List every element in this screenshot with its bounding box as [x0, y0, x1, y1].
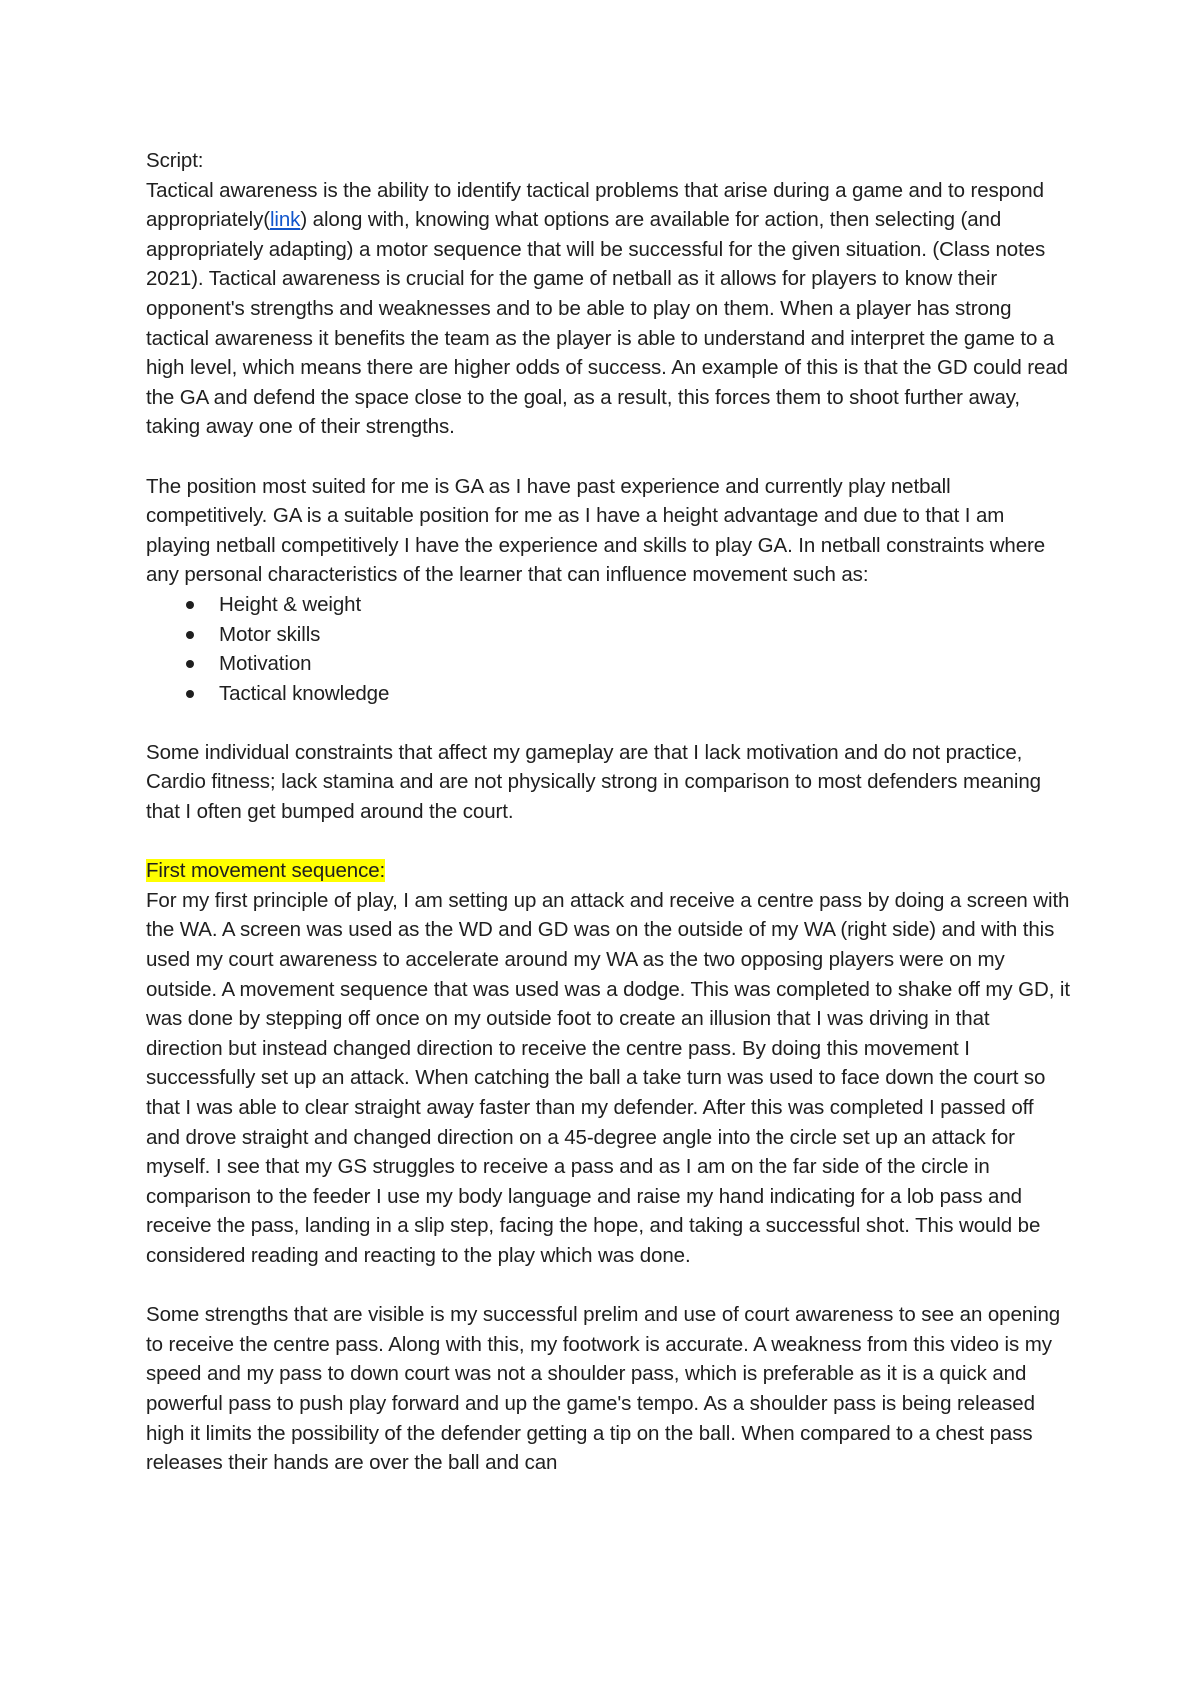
- bullet-icon: [186, 660, 194, 668]
- paragraph-constraints: Some individual constraints that affect my gameplay are that I lack motivation and do not practice, Cardio fitness; lack stamina and are not physically strong in comparison to most defenders meaning that I often get bumped around the court.: [146, 740, 1041, 824]
- paragraph-spacer: [146, 442, 1071, 472]
- bullet-icon: [186, 690, 194, 698]
- highlighted-heading: First movement sequence:: [146, 859, 386, 883]
- list-item: [186, 620, 1071, 650]
- paragraph-spacer: [146, 827, 1071, 857]
- paragraph-text: ) along with, knowing what options are available for action, then selecting (and appropriately adapting) a motor sequence that will be successful for the given situation. (Class notes 2021). Tactical awareness is crucial for the game of netball as it allows for players to know their opponent's strengths and weaknesses and to be able to play on them. When a player has strong tactical awareness it benefits the team as the player is able to understand and interpret the game to a high level, which means there are higher odds of success. An example of this is that the GD could read the GA and defend the space close to the goal, as a result, this forces them to shoot further away, taking away one of their strengths.: [146, 208, 1068, 439]
- paragraph-spacer: [146, 708, 1071, 738]
- paragraph-text: Tactical awareness is the ability to identify tactical problems that arise during a game and to respond appropriately(: [146, 178, 1044, 232]
- list-item-label: Motivation: [219, 652, 312, 676]
- bullet-icon: [186, 601, 194, 609]
- paragraph-strengths: Some strengths that are visible is my successful prelim and use of court awareness to see an opening to receive the centre pass. Along with this, my footwork is accurate. A weakness from this video is my speed and my pass to down court was not a shoulder pass, which is preferable as it is a quick and powerful pass to push play forward and up the game's tempo. As a shoulder pass is being released high it limits the possibility of the defender getting a tip on the ball. When compared to a chest pass releases their hands are over the ball and can: [146, 1303, 1061, 1475]
- section-heading: [146, 856, 1071, 886]
- list-item: [186, 590, 1071, 620]
- constraints-list: [146, 590, 1071, 708]
- list-item-label: Motor skills: [219, 622, 321, 646]
- list-item-label: Tactical knowledge: [219, 681, 390, 705]
- script-heading: Script:: [146, 149, 204, 172]
- document-page: [146, 146, 1071, 1478]
- paragraph-tactical-awareness: [146, 176, 1071, 442]
- list-item-label: Height & weight: [219, 592, 362, 616]
- bullet-icon: [186, 631, 194, 639]
- list-item: [186, 679, 1071, 709]
- paragraph-spacer: [146, 1271, 1071, 1301]
- reference-link[interactable]: link: [269, 208, 301, 232]
- paragraph-movement-sequence: For my first principle of play, I am setting up an attack and receive a centre pass by doing a screen with the WA. A screen was used as the WD and GD was on the outside of my WA (right side) and with this used my court awareness to accelerate around my WA as the two opposing players were on my outside. A movement sequence that was used was a dodge. This was completed to shake off my GD, it was done by stepping off once on my outside foot to create an illusion that I was driving in that direction but instead changed direction to receive the centre pass. By doing this movement I successfully set up an attack. When catching the ball a take turn was used to face down the court so that I was able to clear straight away faster than my defender. After this was completed I passed off and drove straight and changed direction on a 45-degree angle into the circle set up an attack for myself. I see that my GS struggles to receive a pass and as I am on the far side of the circle in comparison to the feeder I use my body language and raise my hand indicating for a lob pass and receive the pass, landing in a slip step, facing the hope, and taking a successful shot. This would be considered reading and reacting to the play which was done.: [146, 888, 1070, 1267]
- list-item: [186, 649, 1071, 679]
- paragraph-position: The position most suited for me is GA as I have past experience and currently play netball competitively. GA is a suitable position for me as I have a height advantage and due to that I am playing netball competitively I have the experience and skills to play GA. In netball constraints where any personal characteristics of the learner that can influence movement such as:: [146, 474, 1046, 587]
